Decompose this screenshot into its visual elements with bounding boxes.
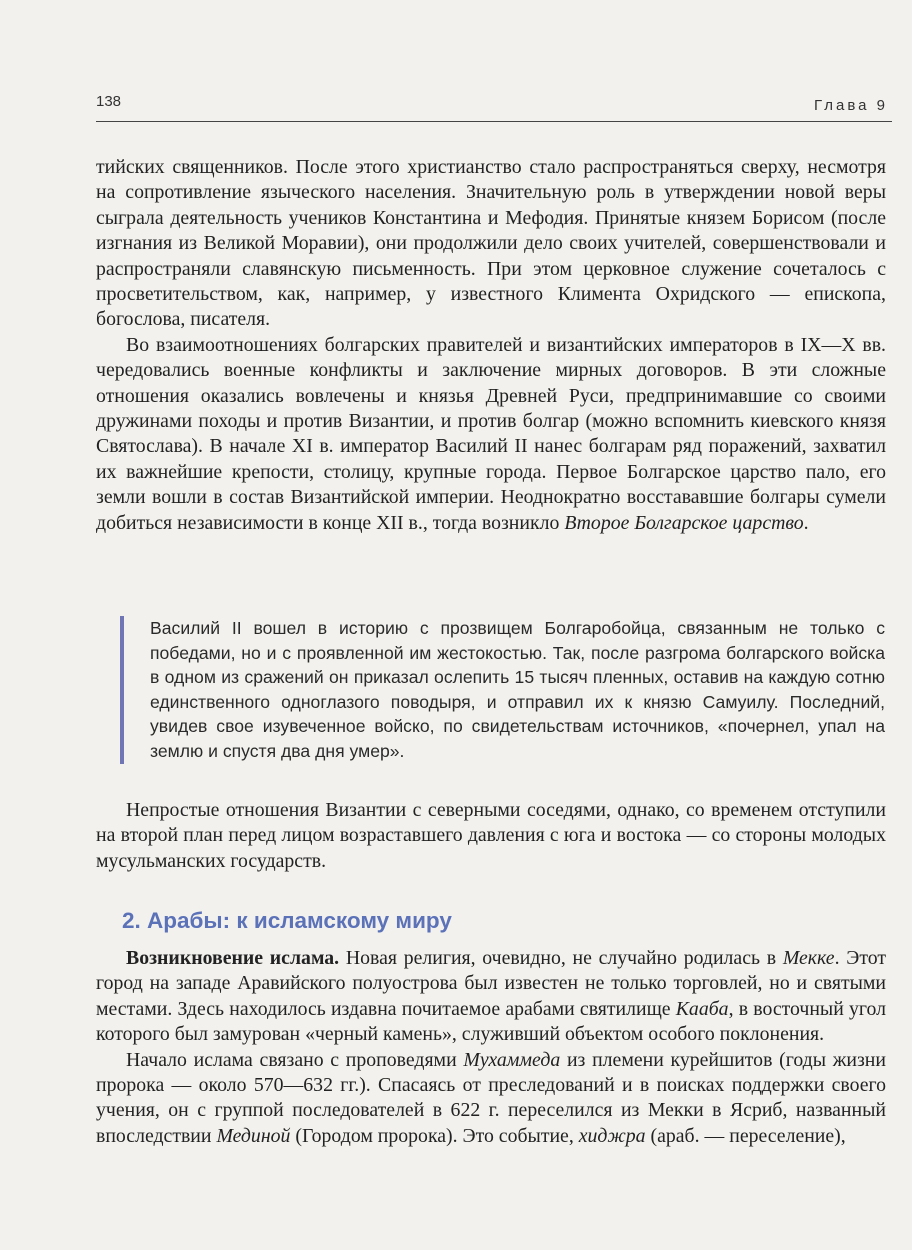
paragraph: Непростые отношения Византии с северными соседями, однако, со временем отступили на второй план перед лицом возраставшего давления с юга и востока — со стороны молодых мусульманских государств.	[96, 799, 886, 872]
header-divider	[96, 121, 892, 122]
paragraph-text: (Городом пророка). Это событие,	[290, 1124, 579, 1147]
paragraph	[96, 1048, 886, 1150]
paragraph-text: . Этот город на западе Аравийского полуострова был известен не только торговлей, но и святыми местами. Здесь находилось издавна почитаемое арабами святилище	[96, 947, 886, 1020]
quote-box	[120, 616, 885, 764]
paragraph-text: Начало ислама связано с проповедями	[126, 1048, 464, 1071]
text-block-middle	[96, 798, 886, 874]
paragraph	[96, 946, 886, 1048]
emphasis-term: Мединой	[216, 1124, 291, 1147]
chapter-label: Глава 9	[813, 97, 888, 114]
paragraph-text: .	[803, 511, 809, 534]
text-block-bottom	[96, 946, 886, 1149]
text-block-top	[96, 155, 886, 536]
emphasis-term: Второе Болгарское царство	[564, 511, 804, 534]
section-heading: 2. Арабы: к исламскому миру	[122, 908, 452, 933]
paragraph-text: Новая религия, очевидно, не случайно родилась в	[339, 947, 783, 969]
emphasis-term: Кааба	[675, 997, 729, 1020]
page-number: 138	[96, 93, 122, 110]
paragraph	[96, 333, 886, 536]
emphasis-term: Мухаммеда	[463, 1048, 561, 1071]
paragraph-text: , в восточный угол которого был замурован «черный камень», служивший объектом особого поклонения.	[96, 997, 886, 1046]
quote-text: Василий II вошел в историю с прозвищем Болгаробойца, связанным не только с победами, но и с проявленной им жестокостью. Так, после разгрома болгарского войска в одном из сражений он приказал ослепить 15 тысяч пленных, оставив на каждую сотню единственного одноглазого поводыря, и отправил их к князю Самуилу. Последний, увидев свое изувеченное войско, по свидетельствам источников, «почернел, упал на землю и спустя два дня умер».	[150, 618, 885, 761]
paragraph: тийских священников. После этого христианство стало распространяться сверху, несмотря на сопротивление языческого населения. Значительную роль в утверждении новой веры сыграла деятельность учеников Константина и Мефодия. Принятые князем Борисом (после изгнания из Великой Моравии), они продолжили дело своих учителей, совершенствовали и распространяли славянскую письменность. При этом церковное служение сочеталось с просветительством, как, например, у известного Климента Охридского — епископа, богослова, писателя.	[96, 156, 886, 331]
paragraph-text: (араб. — переселение),	[645, 1124, 846, 1147]
paragraph-text: Во взаимоотношениях болгарских правителей и византийских императоров в IX—X вв. чередовались военные конфликты и заключение мирных договоров. В эти сложные отношения оказались вовлечены и князья Древней Руси, предпринимавшие со своими дружинами походы и против Византии, и против болгар (можно вспомнить киевского князя Святослава). В начале XI в. император Василий II нанес болгарам ряд поражений, захватил их важнейшие крепости, столицу, крупные города. Первое Болгарское царство пало, его земли вошли в состав Византийской империи. Неоднократно восстававшие болгары сумели добиться независимости в конце XII в., тогда возникло	[96, 333, 886, 534]
paragraph-text: из племени курейшитов (годы жизни пророка — около 570—632 гг.). Спасаясь от преследований и в поисках поддержки своего учения, он с группой последователей в 622 г. переселился из Мекки в Ясриб, названный впоследствии	[96, 1048, 886, 1147]
emphasis-term: Мекке	[782, 947, 835, 969]
paragraph-lead: Возникновение ислама.	[126, 947, 340, 969]
emphasis-term: хиджра	[578, 1124, 646, 1147]
